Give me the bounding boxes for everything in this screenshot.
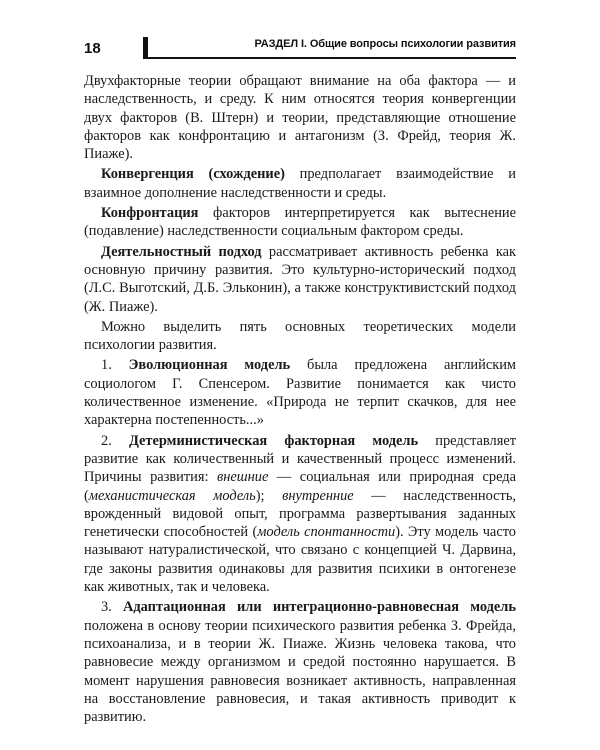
paragraph-two-factor-theories: Двухфакторные теории обращают внимание на оба фактора — и наследственность, и среду. К ним относятся теория конвергенции двух факторов (В. Штерн) и теории, представляющие отношение факторов как конфронтацию и антагонизм (З. Фрейд, теория Ж. Пиаже). (84, 73, 516, 163)
body-text (84, 72, 516, 728)
paragraph-model-3: 3. Адаптационная или интеграционно-равновесная модель положена в основу теории психического развития ребенка З. Фрейда, психоанализа, и в теории Ж. Пиаже. Жизнь человека такова, что равновесие между организмом и средой постоянно нарушается. В момент нарушения равновесия возникает активность, направленная на восстановление равновесия, и такая активность приводит к развитию. (84, 599, 516, 726)
running-header (84, 34, 516, 60)
header-marker-bar (143, 37, 148, 58)
term-deterministic-model: Детерминистическая факторная модель (128, 432, 419, 449)
paragraph-model-2: 2. Детерминистическая факторная модель представляет развитие как количественный и качественный процесс изменений. Причины развития: внешние — социальная или природная среда (механистическая модель); внутренние — наследственность, врожденный видовой опыт, программа развертывания заданных генетически способностей (модель спонтанности). Эту модель часто называют натуралистической, что связано с концепцией Ч. Дарвина, где законы развития одинаковы для развития психики в онтогенезе как животных, так и человека. (84, 432, 517, 596)
term-adaptation-model: Адаптационная или интеграционно-равновесная модель (123, 599, 516, 616)
paragraph-model-1: 1. Эволюционная модель была предложена английским социологом Г. Спенсером. Развитие понимается как чисто количественное изменение. «Природа не терпит скачков, для нее характерна постепенность...» (84, 357, 517, 429)
section-title: РАЗДЕЛ I. Общие вопросы психологии развития (254, 38, 516, 50)
page-number: 18 (84, 40, 101, 57)
paragraph-activity-approach: Деятельностный подход рассматривает активность ребенка как основную причину развития. Это культурно-исторический подход (Л.С. Выготский, Д.Б. Эльконин), а также конструктивистский подход (Ж. Пиаже). (84, 243, 516, 315)
term-activity-approach: Деятельностный подход (101, 243, 262, 260)
paragraph-five-models: Можно выделить пять основных теоретических модели психологии развития. (84, 318, 516, 354)
term-evolutionary-model: Эволюционная модель (128, 357, 291, 374)
term-confrontation: Конфронтация (101, 205, 199, 222)
header-rule (143, 57, 516, 59)
paragraph-convergence: Конвергенция (схождение) предполагает взаимодействие и взаимное дополнение наследственности и среды. (84, 166, 516, 201)
term-convergence: Конвергенция (схождение) (101, 166, 285, 183)
paragraph-confrontation: Конфронтация факторов интерпретируется как вытеснение (подавление) наследственности социальным фактором среды. (84, 205, 516, 240)
